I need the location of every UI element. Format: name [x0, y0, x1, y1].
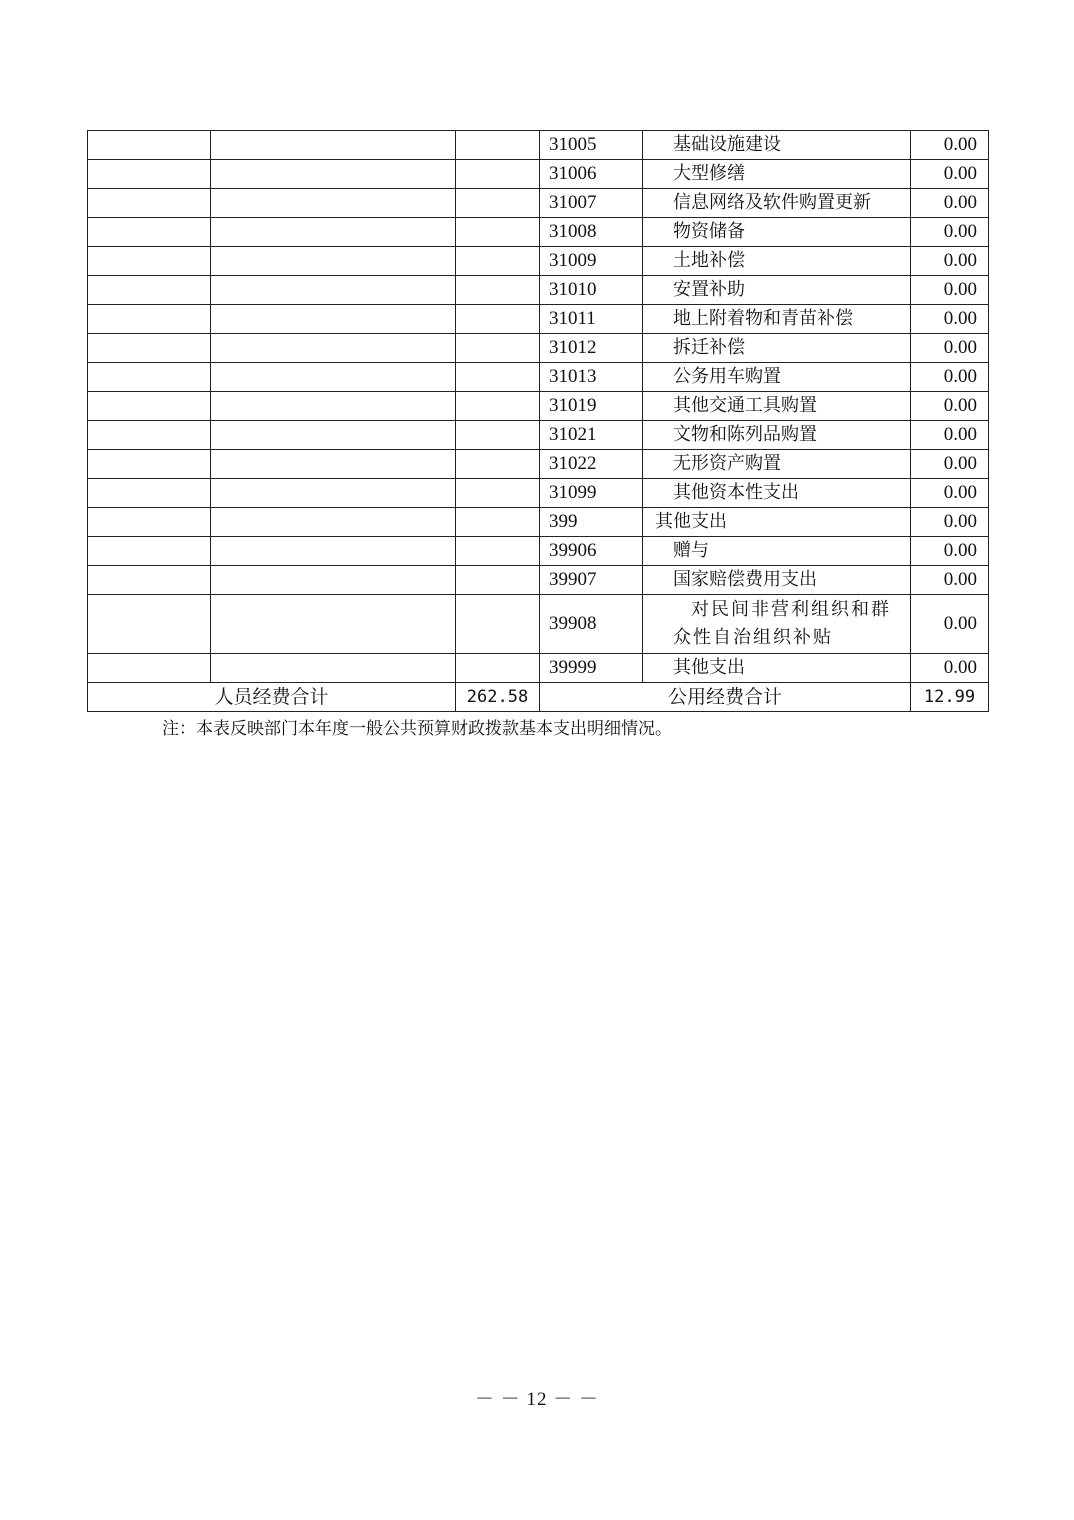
- item-name: 文物和陈列品购置: [643, 421, 911, 450]
- item-name: 大型修缮: [643, 160, 911, 189]
- table-row: [88, 276, 989, 305]
- table-row: [88, 566, 989, 595]
- table-row: [88, 392, 989, 421]
- amount: 0.00: [911, 479, 989, 508]
- economic-code: 39999: [540, 654, 643, 683]
- amount: 0.00: [911, 305, 989, 334]
- item-name: 无形资产购置: [643, 450, 911, 479]
- table-row: [88, 508, 989, 537]
- table-row: [88, 595, 989, 654]
- item-name: 地上附着物和青苗补偿: [643, 305, 911, 334]
- public-total-label: 公用经费合计: [540, 683, 911, 712]
- economic-code: 31021: [540, 421, 643, 450]
- item-name: 其他交通工具购置: [643, 392, 911, 421]
- economic-code: 31099: [540, 479, 643, 508]
- amount: 0.00: [911, 334, 989, 363]
- table-row: [88, 131, 989, 160]
- item-name: 其他支出: [643, 508, 911, 537]
- amount: 0.00: [911, 392, 989, 421]
- economic-code: 31006: [540, 160, 643, 189]
- item-name: 信息网络及软件购置更新: [643, 189, 911, 218]
- item-name: 国家赔偿费用支出: [643, 566, 911, 595]
- economic-code: 31022: [540, 450, 643, 479]
- table-row: [88, 450, 989, 479]
- table-row: [88, 654, 989, 683]
- amount: 0.00: [911, 508, 989, 537]
- economic-code: 31013: [540, 363, 643, 392]
- item-name: 拆迁补偿: [643, 334, 911, 363]
- amount: 0.00: [911, 595, 989, 654]
- amount: 0.00: [911, 363, 989, 392]
- economic-code: 31011: [540, 305, 643, 334]
- amount: 0.00: [911, 189, 989, 218]
- table-row: [88, 305, 989, 334]
- table-row: [88, 421, 989, 450]
- amount: 0.00: [911, 566, 989, 595]
- item-name: 赠与: [643, 537, 911, 566]
- table-row: [88, 247, 989, 276]
- personnel-total-amount: 262.58: [456, 683, 540, 712]
- economic-code: 39907: [540, 566, 643, 595]
- amount: 0.00: [911, 218, 989, 247]
- economic-code: 399: [540, 508, 643, 537]
- amount: 0.00: [911, 160, 989, 189]
- economic-code: 31008: [540, 218, 643, 247]
- table-row: [88, 218, 989, 247]
- item-name: 对民间非营利组织和群众性自治组织补贴: [643, 595, 911, 654]
- public-total-amount: 12.99: [911, 683, 989, 712]
- amount: 0.00: [911, 131, 989, 160]
- economic-code: 31009: [540, 247, 643, 276]
- amount: 0.00: [911, 247, 989, 276]
- economic-code: 31010: [540, 276, 643, 305]
- table-row: [88, 160, 989, 189]
- table-row: [88, 363, 989, 392]
- item-name: 其他资本性支出: [643, 479, 911, 508]
- amount: 0.00: [911, 276, 989, 305]
- economic-code: 39906: [540, 537, 643, 566]
- item-name: 其他支出: [643, 654, 911, 683]
- item-name: 物资储备: [643, 218, 911, 247]
- personnel-total-label: 人员经费合计: [88, 683, 456, 712]
- item-name: 土地补偿: [643, 247, 911, 276]
- amount: 0.00: [911, 421, 989, 450]
- budget-detail-table: [87, 130, 989, 712]
- table-row: [88, 479, 989, 508]
- table-row: [88, 189, 989, 218]
- amount: 0.00: [911, 537, 989, 566]
- economic-code: 31019: [540, 392, 643, 421]
- item-name: 安置补助: [643, 276, 911, 305]
- economic-code: 31005: [540, 131, 643, 160]
- table-row: [88, 334, 989, 363]
- table-row: [88, 537, 989, 566]
- economic-code: 31012: [540, 334, 643, 363]
- item-name: 公务用车购置: [643, 363, 911, 392]
- amount: 0.00: [911, 654, 989, 683]
- economic-code: 39908: [540, 595, 643, 654]
- page-number: － － 12 － －: [474, 1389, 599, 1410]
- table-note: 注：本表反映部门本年度一般公共预算财政拨款基本支出明细情况。: [162, 719, 672, 739]
- item-name: 基础设施建设: [643, 131, 911, 160]
- economic-code: 31007: [540, 189, 643, 218]
- amount: 0.00: [911, 450, 989, 479]
- totals-row: [88, 683, 989, 712]
